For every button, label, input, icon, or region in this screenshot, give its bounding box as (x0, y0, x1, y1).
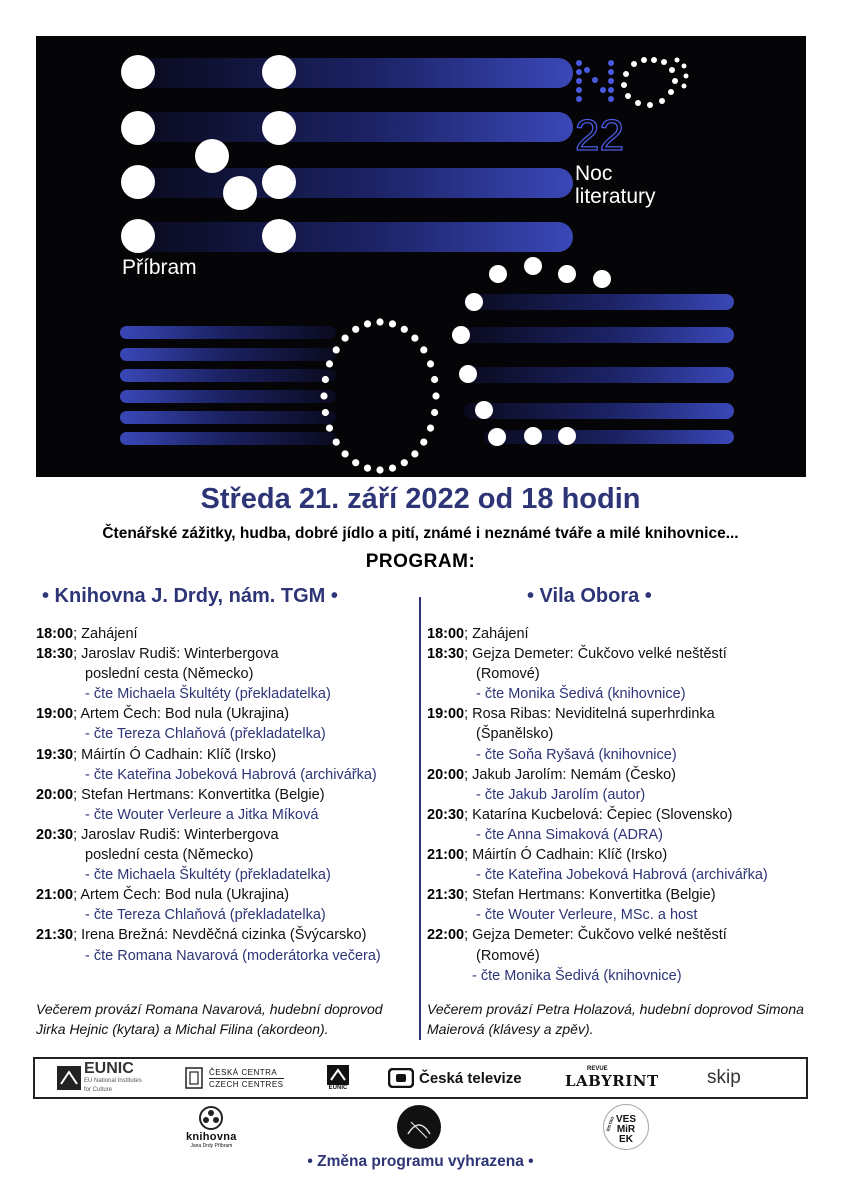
program-entry (427, 704, 827, 764)
entry-title: ; Zahájení (73, 626, 138, 642)
labyrint-text: LABYRINT (565, 1072, 659, 1090)
eunic-sub2: for Culture (84, 1087, 113, 1093)
entry-line (427, 845, 827, 865)
entry-line (427, 805, 827, 825)
entry-reader: - čte Wouter Verleure a Jitka Míková (85, 806, 319, 823)
entry-reader: - čte Monika Šedivá (knihovnice) (476, 686, 686, 703)
ring-dot (322, 409, 329, 416)
entry-line (36, 704, 416, 724)
partner-logos (33, 1057, 808, 1099)
entry-line (36, 624, 416, 644)
program-entry (36, 644, 416, 704)
program-entry (36, 825, 416, 885)
entry-reader: - čte Tereza Chlaňová (překladatelka) (85, 726, 326, 743)
entry-line (427, 704, 827, 724)
entry-title: ; Gejza Demeter: Čukčovo velké neštěstí (464, 646, 727, 663)
eunic-icon (57, 1066, 81, 1090)
ct-text: Česká televize (419, 1069, 522, 1087)
entry-title: ; Stefan Hertmans: Konvertitka (Belgie) (73, 786, 325, 803)
note-right: Večerem provází Petra Holazová, hudební doprovod Simona Maierová (klávesy a zpěv). (427, 1001, 804, 1037)
entry-time: 18:30 (427, 646, 465, 663)
ring-dot (411, 450, 418, 457)
ring-dot (342, 335, 349, 342)
ring-dot (376, 466, 383, 473)
program-entry (427, 805, 827, 845)
ring-dot (364, 320, 371, 327)
logo-labyrint (565, 1059, 675, 1097)
hero-brand-line1: Noc (575, 162, 613, 185)
cc-line2: CZECH CENTRES (209, 1079, 284, 1089)
program-entry (36, 885, 416, 925)
streaks-lower-left (120, 326, 336, 445)
knihovna-sub: Jana Drdy Příbram (190, 1143, 233, 1149)
ring-dot (322, 376, 329, 383)
hero-banner (36, 36, 806, 477)
logo-czech-centres (185, 1059, 284, 1097)
entry-time: 21:00 (427, 847, 465, 864)
entry-reader: - čte Tereza Chlaňová (překladatelka) (85, 907, 326, 924)
ring-dot (389, 465, 396, 472)
program-entry (36, 785, 416, 825)
column-divider (419, 597, 421, 1040)
entry-reader: - čte Kateřina Jobeková Habrová (archivářka) (476, 867, 768, 884)
program-entry (427, 644, 827, 704)
knihovna-icon (198, 1105, 224, 1131)
entry-line (427, 885, 827, 905)
logo-vesmirek (603, 1103, 649, 1151)
entry-line (36, 885, 416, 905)
ring-dot (427, 425, 434, 432)
program-left (36, 624, 416, 966)
monogram-o (621, 57, 689, 108)
vesmirek-line3: EK (619, 1134, 633, 1145)
entry-time: 22:00 (427, 927, 465, 944)
entry-title: ; Rosa Ribas: Neviditelná superhrdinka (464, 706, 715, 723)
ring-dot (376, 318, 383, 325)
ring-dot (333, 439, 340, 446)
eunic-text: EUNIC (84, 1060, 134, 1077)
eunic-sub1: EU National Institutes (84, 1078, 142, 1084)
ring-dot (389, 320, 396, 327)
entry-line (36, 825, 416, 845)
entry-title: ; Artem Čech: Bod nula (Ukrajina) (73, 887, 290, 904)
event-subtitle: Čtenářské zážitky, hudba, dobré jídlo a pití, známé i neznámé tváře a milé knihovnice... (102, 525, 739, 542)
ring-dot (427, 360, 434, 367)
entry-title: ; Máirtín Ó Cadhain: Klíč (Irsko) (73, 746, 277, 763)
entry-line (36, 745, 416, 765)
entry-continuation: (Španělsko) (476, 726, 554, 743)
entry-time: 21:00 (36, 887, 74, 904)
entry-time: 20:30 (427, 806, 465, 823)
program-entry (427, 925, 827, 985)
ring-dot (320, 392, 327, 399)
logo-skip (707, 1059, 741, 1097)
ct-icon (388, 1068, 414, 1088)
vesmirek-small: BISTRO (605, 1115, 616, 1132)
entry-title: ; Jaroslav Rudiš: Winterbergova (73, 646, 279, 663)
hero-city: Příbram (122, 256, 197, 279)
entry-reader: - čte Wouter Verleure, MSc. a host (476, 907, 698, 924)
entry-reader: - čte Jakub Jarolím (autor) (476, 786, 646, 803)
entry-title: ; Jakub Jarolím: Nemám (Česko) (464, 766, 677, 783)
logo-eunic-small (327, 1059, 349, 1097)
dotted-ring (320, 318, 439, 473)
ring-dot (352, 326, 359, 333)
logo-ceska-televize (388, 1059, 522, 1097)
entry-time: 19:30 (36, 746, 74, 763)
program-entry (427, 624, 827, 644)
ring-dot (333, 346, 340, 353)
entry-time: 19:00 (427, 706, 465, 723)
ring-dot (420, 439, 427, 446)
program-entry (36, 704, 416, 744)
revue-text: REVUE (587, 1066, 608, 1072)
entry-title: ; Artem Čech: Bod nula (Ukrajina) (73, 706, 290, 723)
entry-title: ; Jaroslav Rudiš: Winterbergova (73, 826, 279, 843)
entry-time: 21:30 (427, 887, 465, 904)
program-entry (36, 925, 416, 965)
entry-title: ; Gejza Demeter: Čukčovo velké neštěstí (464, 927, 727, 944)
entry-line (427, 765, 827, 785)
entry-line (36, 925, 416, 945)
entry-reader: - čte Monika Šedivá (knihovnice) (472, 967, 682, 984)
monogram-no (576, 60, 614, 102)
cc-line1: ČESKÁ CENTRA (209, 1067, 284, 1079)
eunic-small-text: EUNIC (328, 1085, 348, 1091)
entry-continuation: (Romové) (476, 947, 540, 964)
entry-line (427, 624, 827, 644)
program-entry (427, 885, 827, 925)
knihovna-text: knihovna (186, 1131, 237, 1143)
entry-continuation: poslední cesta (Německo) (85, 847, 254, 864)
entry-time: 19:00 (36, 706, 74, 723)
venue-left-title: • Knihovna J. Drdy, nám. TGM • (42, 585, 338, 607)
ring-dot (420, 346, 427, 353)
ring-dot (342, 450, 349, 457)
logo-round-emblem (396, 1103, 442, 1151)
entry-title: ; Máirtín Ó Cadhain: Klíč (Irsko) (464, 847, 668, 864)
venue-right-title: • Vila Obora • (527, 585, 652, 607)
entry-title: ; Stefan Hertmans: Konvertitka (Belgie) (464, 887, 716, 904)
logo-knihovna (186, 1103, 237, 1151)
entry-title: ; Katarína Kucbelová: Čepiec (Slovensko) (464, 806, 733, 823)
entry-continuation: poslední cesta (Německo) (85, 666, 254, 683)
logo-eunic (57, 1059, 142, 1097)
entry-reader: - čte Romana Navarová (moderátorka večera) (85, 947, 381, 964)
emblem-icon (396, 1104, 442, 1150)
badge-number: 22 (575, 111, 624, 160)
entry-time: 18:00 (427, 626, 465, 642)
program-entry (36, 624, 416, 644)
vesmirek-line2: MiR (616, 1124, 636, 1135)
entry-time: 21:30 (36, 927, 74, 944)
entry-line (427, 644, 827, 664)
ring-dot (364, 465, 371, 472)
program-entry (427, 765, 827, 805)
entry-line (36, 785, 416, 805)
ring-dot (411, 335, 418, 342)
program-entry (427, 845, 827, 885)
program-heading: PROGRAM: (365, 551, 476, 572)
program-right (427, 624, 827, 986)
entry-time: 18:00 (36, 626, 74, 642)
entry-time: 18:30 (36, 646, 74, 663)
entry-reader: - čte Anna Simaková (ADRA) (476, 826, 663, 843)
ring-dot (431, 376, 438, 383)
entry-time: 20:00 (427, 766, 465, 783)
streaks-lower-right (464, 294, 734, 444)
entry-line (427, 925, 827, 945)
hero-brand (575, 162, 656, 208)
entry-reader: - čte Kateřina Jobeková Habrová (archivářka) (85, 766, 377, 783)
entry-continuation: (Romové) (476, 666, 540, 683)
ring-dot (326, 360, 333, 367)
entry-reader: - čte Soňa Ryšavá (knihovnice) (476, 746, 677, 763)
note-left: Večerem provází Romana Navarová, hudební doprovod Jirka Hejnic (kytara) a Michal Filina (akordeon). (36, 1001, 383, 1037)
vesmirek-line1: VES (615, 1114, 636, 1125)
event-date: Středa 21. září 2022 od 18 hodin (200, 483, 641, 515)
eunic-small-icon (327, 1065, 349, 1085)
entry-reader: - čte Michaela Škultéty (překladatelka) (85, 686, 331, 703)
ring-dot (431, 409, 438, 416)
cc-icon (185, 1067, 203, 1089)
footer-note: • Změna programu vyhrazena • (307, 1153, 534, 1170)
program-entry (36, 745, 416, 785)
entry-line (36, 644, 416, 664)
ring-dot (326, 425, 333, 432)
entry-title: ; Irena Brežná: Nevděčná cizinka (Švýcarsko) (73, 927, 367, 944)
entry-time: 20:30 (36, 826, 74, 843)
ring-dot (432, 392, 439, 399)
ring-dot (401, 459, 408, 466)
skip-text: skip (707, 1067, 741, 1088)
ring-dot (352, 459, 359, 466)
entry-title: ; Zahájení (464, 626, 529, 642)
ring-dot (401, 326, 408, 333)
entry-reader: - čte Michaela Škultéty (překladatelka) (85, 867, 331, 884)
entry-time: 20:00 (36, 786, 74, 803)
hero-brand-line2: literatury (575, 185, 656, 208)
